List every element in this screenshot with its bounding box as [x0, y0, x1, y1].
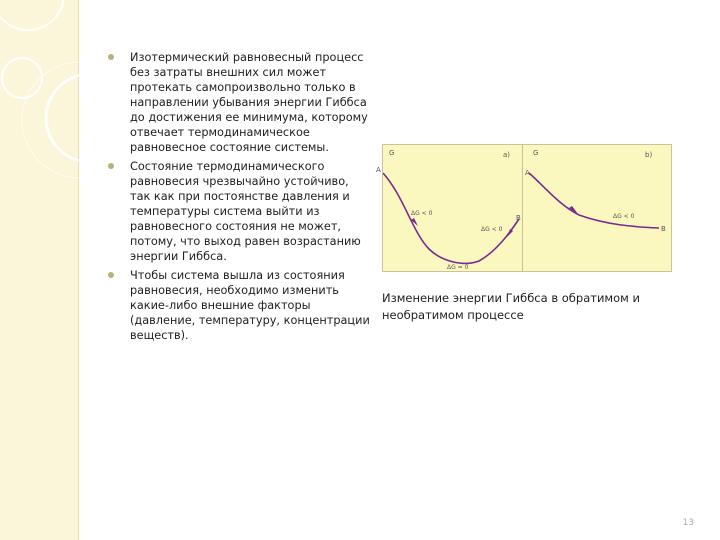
- bullet-text: Изотермический равновесный процесс без затраты внешних сил может протекать самопроизвольно только в направлении убывания энергии Гиббса до достижения ее минимума, которому отвечает термодинамическое равновесное состояние системы.: [130, 51, 368, 154]
- bullet-text: Чтобы система вышла из состояния равновесия, необходимо изменить какие-либо внешние факторы (давление, температуру, концентрации веществ).: [130, 269, 370, 342]
- panel-letter-a: a): [503, 151, 511, 159]
- panel-letter-b: b): [645, 151, 653, 159]
- point-b-label-b: B: [661, 225, 666, 233]
- axis-label-b: G: [533, 149, 539, 157]
- axis-label-a: G: [389, 149, 395, 157]
- gibbs-curve-b: [523, 145, 671, 271]
- bullet-icon: [108, 54, 114, 60]
- energy-curve-a: [383, 173, 519, 263]
- page-number: 13: [682, 518, 694, 528]
- svg-text:A: A: [376, 166, 381, 174]
- delta-g-right-a: ΔG < 0: [481, 226, 503, 233]
- delta-g-b: ΔG < 0: [613, 213, 635, 220]
- delta-g-zero-a: ΔG = 0: [447, 264, 469, 271]
- point-a-label-left: [374, 162, 386, 176]
- point-a-label-b: A: [525, 169, 530, 177]
- decorative-circles: [0, 0, 120, 200]
- bullet-item: [104, 50, 372, 155]
- energy-curve-b: [529, 173, 659, 228]
- figure-caption: Изменение энергии Гиббса в обратимом и необратимом процессе: [382, 291, 640, 322]
- svg-text:B: B: [516, 214, 521, 222]
- curve-arrow-right: [507, 229, 513, 237]
- bullet-text: Состояние термодинамического равновесия чрезвычайно устойчиво, так как при постоянстве давления и температуры система выйти из равновесного состояния не может, потому, что выход равен возрастанию энергии Гиббса.: [130, 160, 361, 263]
- bullet-icon: [108, 163, 114, 169]
- bullet-icon: [108, 272, 114, 278]
- bullet-item: [104, 159, 372, 264]
- gibbs-panel-reversible: [382, 144, 524, 272]
- gibbs-panel-irreversible: [522, 144, 672, 272]
- bullet-item: [104, 268, 372, 343]
- delta-g-left-a: ΔG < 0: [411, 210, 433, 217]
- gibbs-curve-a: [383, 145, 523, 271]
- bullet-list: [104, 50, 372, 347]
